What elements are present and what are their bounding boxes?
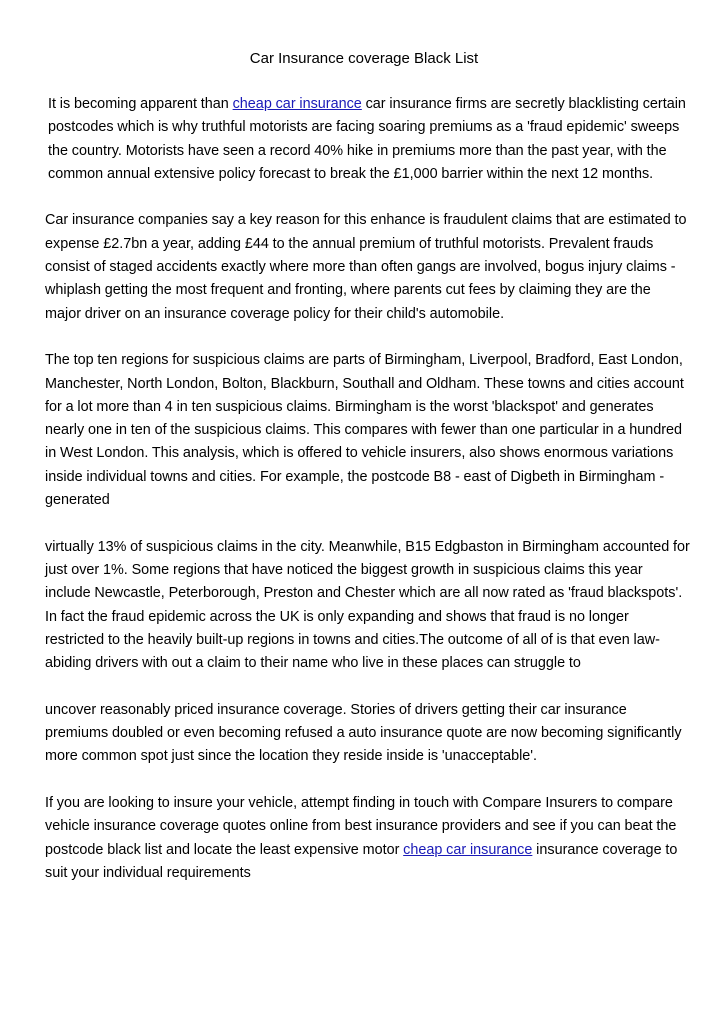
document-title: Car Insurance coverage Black List — [249, 50, 479, 67]
paragraph-6-text-before: If you are looking to insure your vehicle, attempt finding in touch with Compare Insurers to compare vehicle insurance coverage quotes online from best insurance providers and see if you can beat the postcode black list and locate the least expensive motor — [45, 794, 677, 858]
paragraph-1-text-before: It is becoming apparent than — [48, 96, 233, 112]
paragraph-1-text-after: car insurance firms are secretly blacklisting certain postcodes which is why truthful motorists are facing soaring premiums as a 'fraud epidemic' sweeps the country. Motorists have seen a record 40% hike in premiums more than the past year, with the common annual extensive policy forecast to break the £1,000 barrier within the next 12 months. — [48, 96, 686, 182]
document-body — [45, 93, 690, 908]
cheap-car-insurance-link-1[interactable]: cheap car insurance — [232, 96, 362, 112]
paragraph-1 — [45, 93, 690, 186]
paragraph-4: virtually 13% of suspicious claims in the city. Meanwhile, B15 Edgbaston in Birmingham accounted for just over 1%. Some regions that have noticed the biggest growth in suspicious claims this year include Newcastle, Peterborough, Preston and Chester which are all now rated as 'fraud blackspots'. In fact the fraud epidemic across the UK is only expanding and shows that fraud is no longer restricted to the heavily built-up regions in towns and cities.The outcome of all of is that even law-abiding drivers with out a claim to their name who live in these places can struggle to — [45, 538, 690, 672]
paragraph-2: Car insurance companies say a key reason for this enhance is fraudulent claims that are estimated to expense £2.7bn a year, adding £44 to the annual premium of truthful motorists. Prevalent frauds consist of staged accidents exactly where more than often gangs are involved, bogus injury claims - whiplash getting the most frequent and fronting, where parents cut fees by claiming they are the major driver on an insurance coverage policy for their child's automobile. — [45, 212, 687, 322]
cheap-car-insurance-link-2[interactable]: cheap car insurance — [403, 841, 533, 858]
paragraph-6-text-after: insurance coverage to suit your individual requirements — [45, 841, 678, 881]
paragraph-3: The top ten regions for suspicious claims are parts of Birmingham, Liverpool, Bradford, East London, Manchester, North London, Bolton, Blackburn, Southall and Oldham. These towns and cities account for a lot more than 4 in ten suspicious claims. Birmingham is the worst 'blackspot' and generates nearly one in ten of the suspicious claims. This compares with fewer than one particular in a hundred in West London. This analysis, which is offered to vehicle insurers, also shows enormous variations inside individual towns and cities. For example, the postcode B8 - east of Digbeth in Birmingham - generated — [45, 352, 684, 509]
paragraph-6 — [45, 792, 690, 885]
paragraph-5: uncover reasonably priced insurance coverage. Stories of drivers getting their car insurance premiums doubled or even becoming refused a auto insurance quote are now becoming significantly more common spot just since the location they reside inside is 'unacceptable'. — [45, 701, 682, 765]
